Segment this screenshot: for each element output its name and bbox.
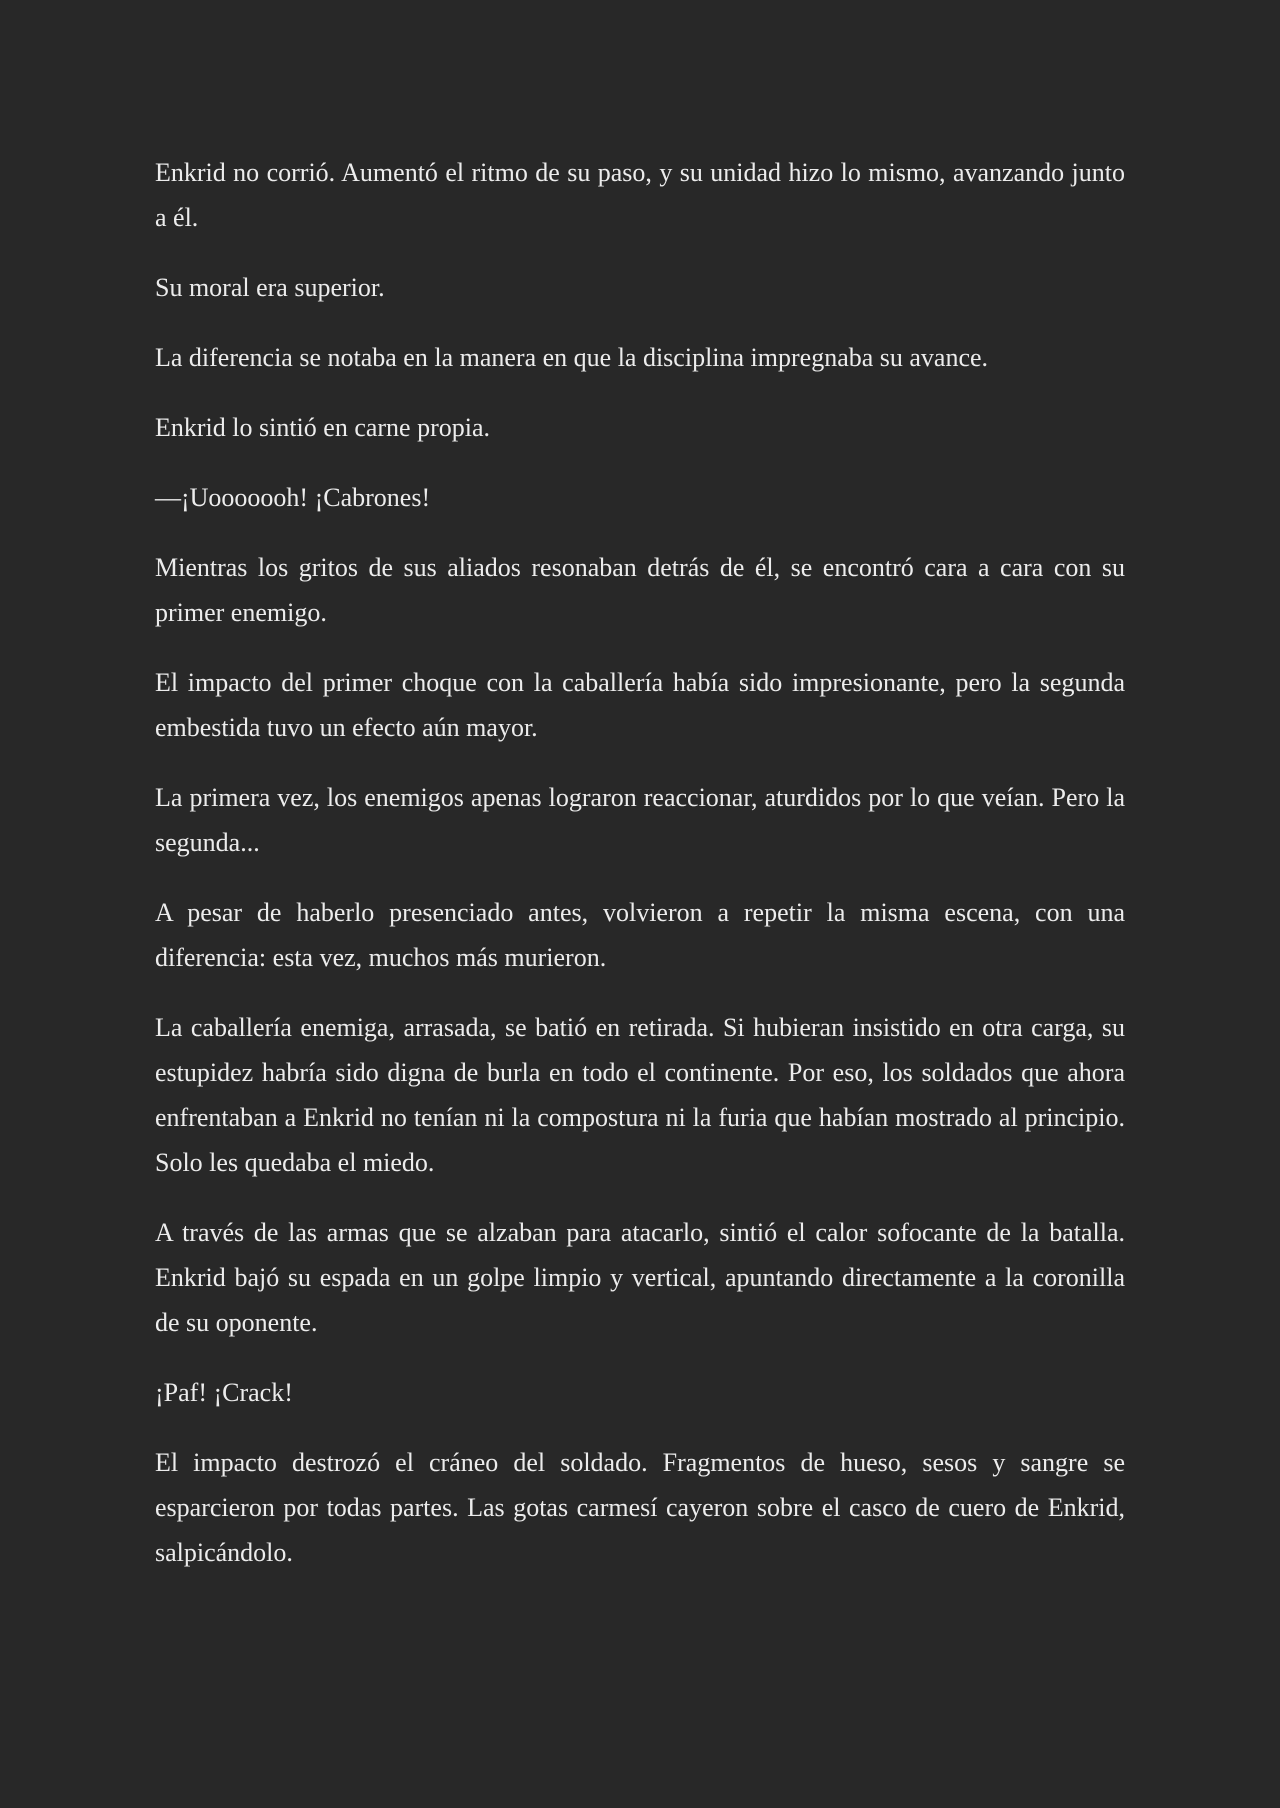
paragraph: —¡Uooooooh! ¡Cabrones! xyxy=(155,483,431,512)
paragraph: Mientras los gritos de sus aliados resonaban detrás de él, se encontró cara a cara con su primer enemigo. xyxy=(155,553,1125,627)
paragraph: El impacto del primer choque con la caballería había sido impresionante, pero la segunda embestida tuvo un efecto aún mayor. xyxy=(155,668,1125,742)
paragraph: La caballería enemiga, arrasada, se batió en retirada. Si hubieran insistido en otra carga, su estupidez habría sido digna de burla en todo el continente. Por eso, los soldados que ahora enfrentaban a Enkrid no tenían ni la compostura ni la furia que habían mostrado al principio. Solo les quedaba el miedo. xyxy=(155,1013,1125,1177)
paragraph: El impacto destrozó el cráneo del soldado. Fragmentos de hueso, sesos y sangre se esparcieron por todas partes. Las gotas carmesí cayeron sobre el casco de cuero de Enkrid, salpicándolo. xyxy=(155,1448,1125,1567)
paragraph: A pesar de haberlo presenciado antes, volvieron a repetir la misma escena, con una diferencia: esta vez, muchos más murieron. xyxy=(155,898,1125,972)
paragraph: Su moral era superior. xyxy=(155,273,385,302)
paragraph: ¡Paf! ¡Crack! xyxy=(155,1378,293,1407)
chapter-text xyxy=(155,150,1125,1575)
paragraph: Enkrid no corrió. Aumentó el ritmo de su paso, y su unidad hizo lo mismo, avanzando junto a él. xyxy=(155,158,1125,232)
paragraph: La diferencia se notaba en la manera en que la disciplina impregnaba su avance. xyxy=(155,343,989,372)
paragraph: La primera vez, los enemigos apenas lograron reaccionar, aturdidos por lo que veían. Pero la segunda... xyxy=(155,783,1125,857)
paragraph: A través de las armas que se alzaban para atacarlo, sintió el calor sofocante de la batalla. Enkrid bajó su espada en un golpe limpio y vertical, apuntando directamente a la coronilla de su oponente. xyxy=(155,1218,1125,1337)
paragraph: Enkrid lo sintió en carne propia. xyxy=(155,413,491,442)
